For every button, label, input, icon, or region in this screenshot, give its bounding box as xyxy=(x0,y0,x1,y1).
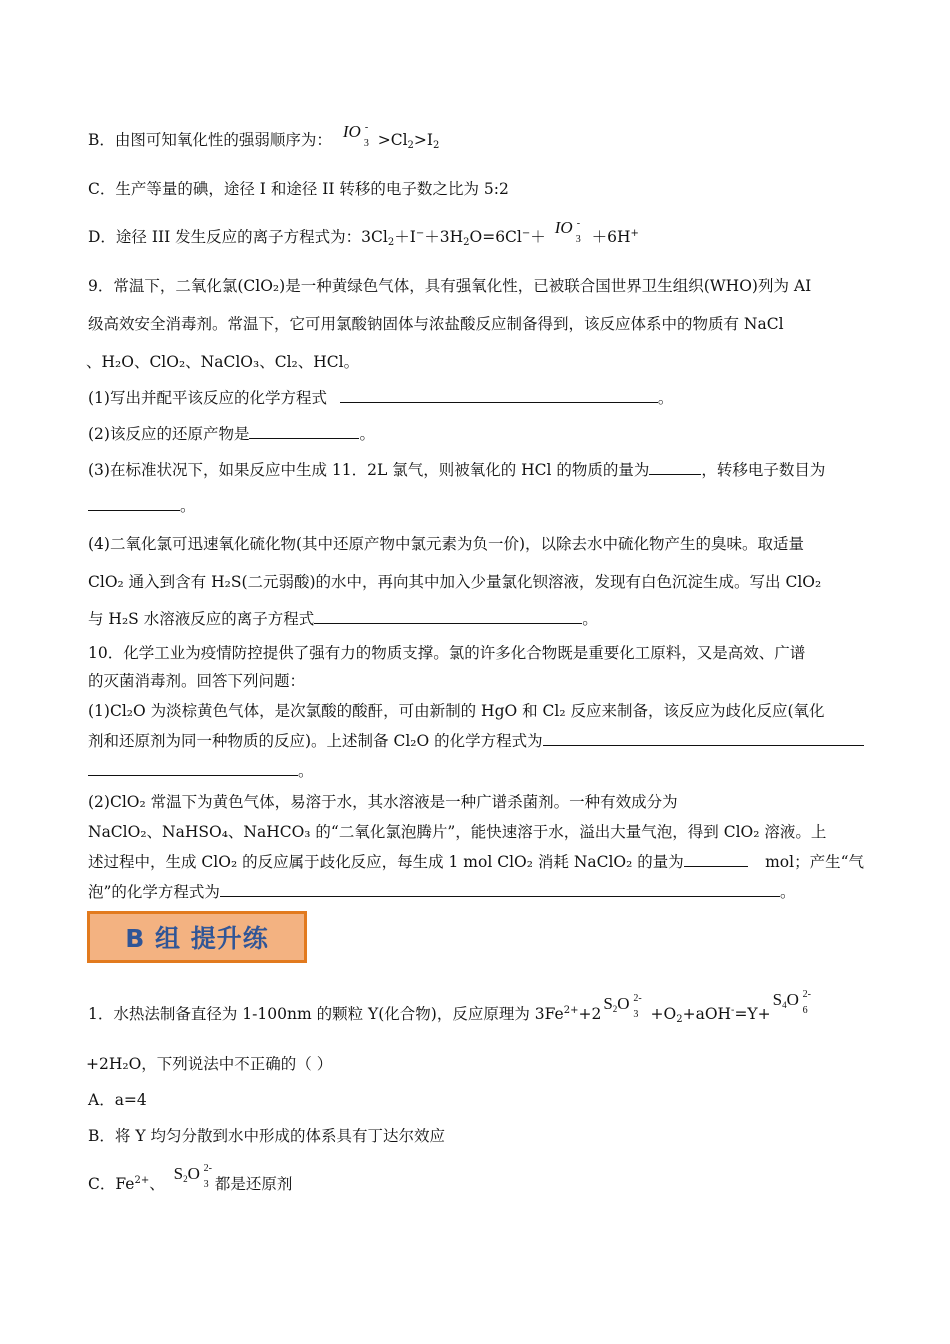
answer-blank[interactable] xyxy=(88,760,298,776)
answer-blank[interactable] xyxy=(543,730,864,746)
q9-line-3: 、H₂O、ClO₂、NaClO₃、Cl₂、HCl。 xyxy=(86,353,360,371)
b1-option-c-tail: 都是还原剂 xyxy=(214,1175,293,1193)
section-banner-title: B 组 提升练 xyxy=(125,924,269,953)
q10-part-2-line-3 xyxy=(88,851,864,873)
b1-line-1: 1．水热法制备直径为 1-100nm 的颗粒 Y(化合物)，反应原理为 $3Fe^{2+}+2S2O$ 2- 3 $+O_2+aOH^-=Y+S4O$ 2- 6 xyxy=(88,989,811,1025)
answer-blank[interactable] xyxy=(649,459,701,475)
q9-part-4-text: 与 H₂S 水溶液反应的离子方程式 xyxy=(88,610,315,628)
q9-part-3-cont: 。 xyxy=(88,495,196,517)
option-d-text: D．途径 III 发生反应的离子方程式为：3Cl xyxy=(88,228,388,246)
q10-part-2-line-2: NaClO₂、NaHSO₄、NaHCO₃ 的“二氧化氯泡腾片”，能快速溶于水，溢出大量气泡，得到 ClO₂ 溶液。上 xyxy=(88,823,827,841)
option-b-text: B．由图可知氧化性的强弱顺序为： xyxy=(88,131,332,149)
iodate-formula: IO - 3 xyxy=(342,122,369,149)
iodate-formula: IO - 3 xyxy=(554,218,581,245)
q10-part-1-line-2 xyxy=(88,730,864,752)
q9-part-2-text: (2)该反应的还原产物是 xyxy=(88,425,250,443)
thiosulfate-formula: S2O 2- 3 xyxy=(603,993,642,1020)
option-b xyxy=(88,122,440,151)
thiosulfate-formula: S2O 2- 3 xyxy=(173,1163,212,1190)
q9-line-1: 9．常温下，二氧化氯(ClO₂)是一种黄绿色气体，具有强氧化性，已被联合国世界卫生组织(WHO)列为 AI xyxy=(88,277,812,295)
tetrathionate-formula: S4O 2- 6 xyxy=(772,989,811,1016)
q10-part-1-text: 剂和还原剂为同一种物质的反应)。上述制备 Cl₂O 的化学方程式为 xyxy=(88,732,543,750)
option-b-tail: $>Cl_2>I_2$ xyxy=(377,131,440,151)
b1-line-1-text: 1．水热法制备直径为 1-100nm 的颗粒 Y(化合物)，反应原理为 3Fe xyxy=(88,1005,564,1023)
q9-part-4-line-1: (4)二氧化氯可迅速氧化硫化物(其中还原产物中氯元素为负一价)，以除去水中硫化物产生的臭味。取适量 xyxy=(88,535,805,553)
option-d: D．途径 III 发生反应的离子方程式为：$3Cl_2+I^-+3H_2O=6Cl^-+$ IO - 3 ＋6H+ xyxy=(88,218,639,248)
b1-line-2: +2H₂O，下列说法中不正确的（ ） xyxy=(86,1055,333,1073)
answer-blank[interactable] xyxy=(249,423,359,439)
q9-part-4-line-3: 与 H₂S 水溶液反应的离子方程式 。 xyxy=(88,610,598,628)
q9-part-3-text: (3)在标准状况下，如果反应中生成 11．2L 氯气，则被氧化的 HCl 的物质的量为 xyxy=(88,461,650,479)
q9-part-1: (1)写出并配平该反应的化学方程式 。 xyxy=(88,389,674,407)
q9-part-3-text-b: ，转移电子数目为 xyxy=(701,461,826,479)
q10-line-1: 10．化学工业为疫情防控提供了强有力的物质支撑。氯的许多化合物既是重要化工原料，又是高效、广谱 xyxy=(88,644,806,662)
b1-option-a: A．a=4 xyxy=(88,1091,147,1109)
b1-option-c-text: C．Fe xyxy=(88,1175,135,1193)
q9-part-2: (2)该反应的还原产物是 。 xyxy=(88,425,375,443)
answer-blank[interactable] xyxy=(220,881,780,897)
section-banner xyxy=(87,911,307,963)
option-c: C．生产等量的碘，途径 I 和途径 II 转移的电子数之比为 5:2 xyxy=(88,180,509,198)
q9-line-2: 级高效安全消毒剂。常温下，它可用氯酸钠固体与浓盐酸反应制备得到，该反应体系中的物质有 NaCl xyxy=(88,315,784,333)
q10-part-2-text-c: 泡”的化学方程式为 xyxy=(88,883,220,901)
answer-blank[interactable] xyxy=(314,608,582,624)
q9-part-4-line-2: ClO₂ 通入到含有 H₂S(二元弱酸)的水中，再向其中加入少量氯化钡溶液，发现有白色沉淀生成。写出 ClO₂ xyxy=(88,573,822,591)
q10-part-1-line-1: (1)Cl₂O 为淡棕黄色气体，是次氯酸的酸酐，可由新制的 HgO 和 Cl₂ 反应来制备，该反应为歧化反应(氧化 xyxy=(88,702,825,720)
answer-blank[interactable] xyxy=(684,851,748,867)
q9-part-3 xyxy=(88,459,864,481)
b1-option-c: C．$Fe^{2+}$、 S2O 2- 3 都是还原剂 xyxy=(88,1163,293,1193)
answer-blank[interactable] xyxy=(88,495,180,511)
q10-part-2-line-1: (2)ClO₂ 常温下为黄色气体，易溶于水，其水溶液是一种广谱杀菌剂。一种有效成分为 xyxy=(88,793,678,811)
q10-part-2-line-4: 泡”的化学方程式为 。 xyxy=(88,883,796,901)
q9-part-1-text: (1)写出并配平该反应的化学方程式 xyxy=(88,389,327,407)
q10-part-2-text: 述过程中，生成 ClO₂ 的反应属于歧化反应，每生成 1 mol ClO₂ 消耗 NaClO₂ 的量为 xyxy=(88,853,684,871)
q10-line-2: 的灭菌消毒剂。回答下列问题： xyxy=(88,672,306,690)
answer-blank[interactable] xyxy=(340,387,658,403)
q10-part-1-line-3: 。 xyxy=(88,760,314,782)
b1-option-b: B．将 Y 均匀分散到水中形成的体系具有丁达尔效应 xyxy=(88,1127,445,1145)
q10-part-2-text-b: mol；产生“气 xyxy=(765,853,864,871)
